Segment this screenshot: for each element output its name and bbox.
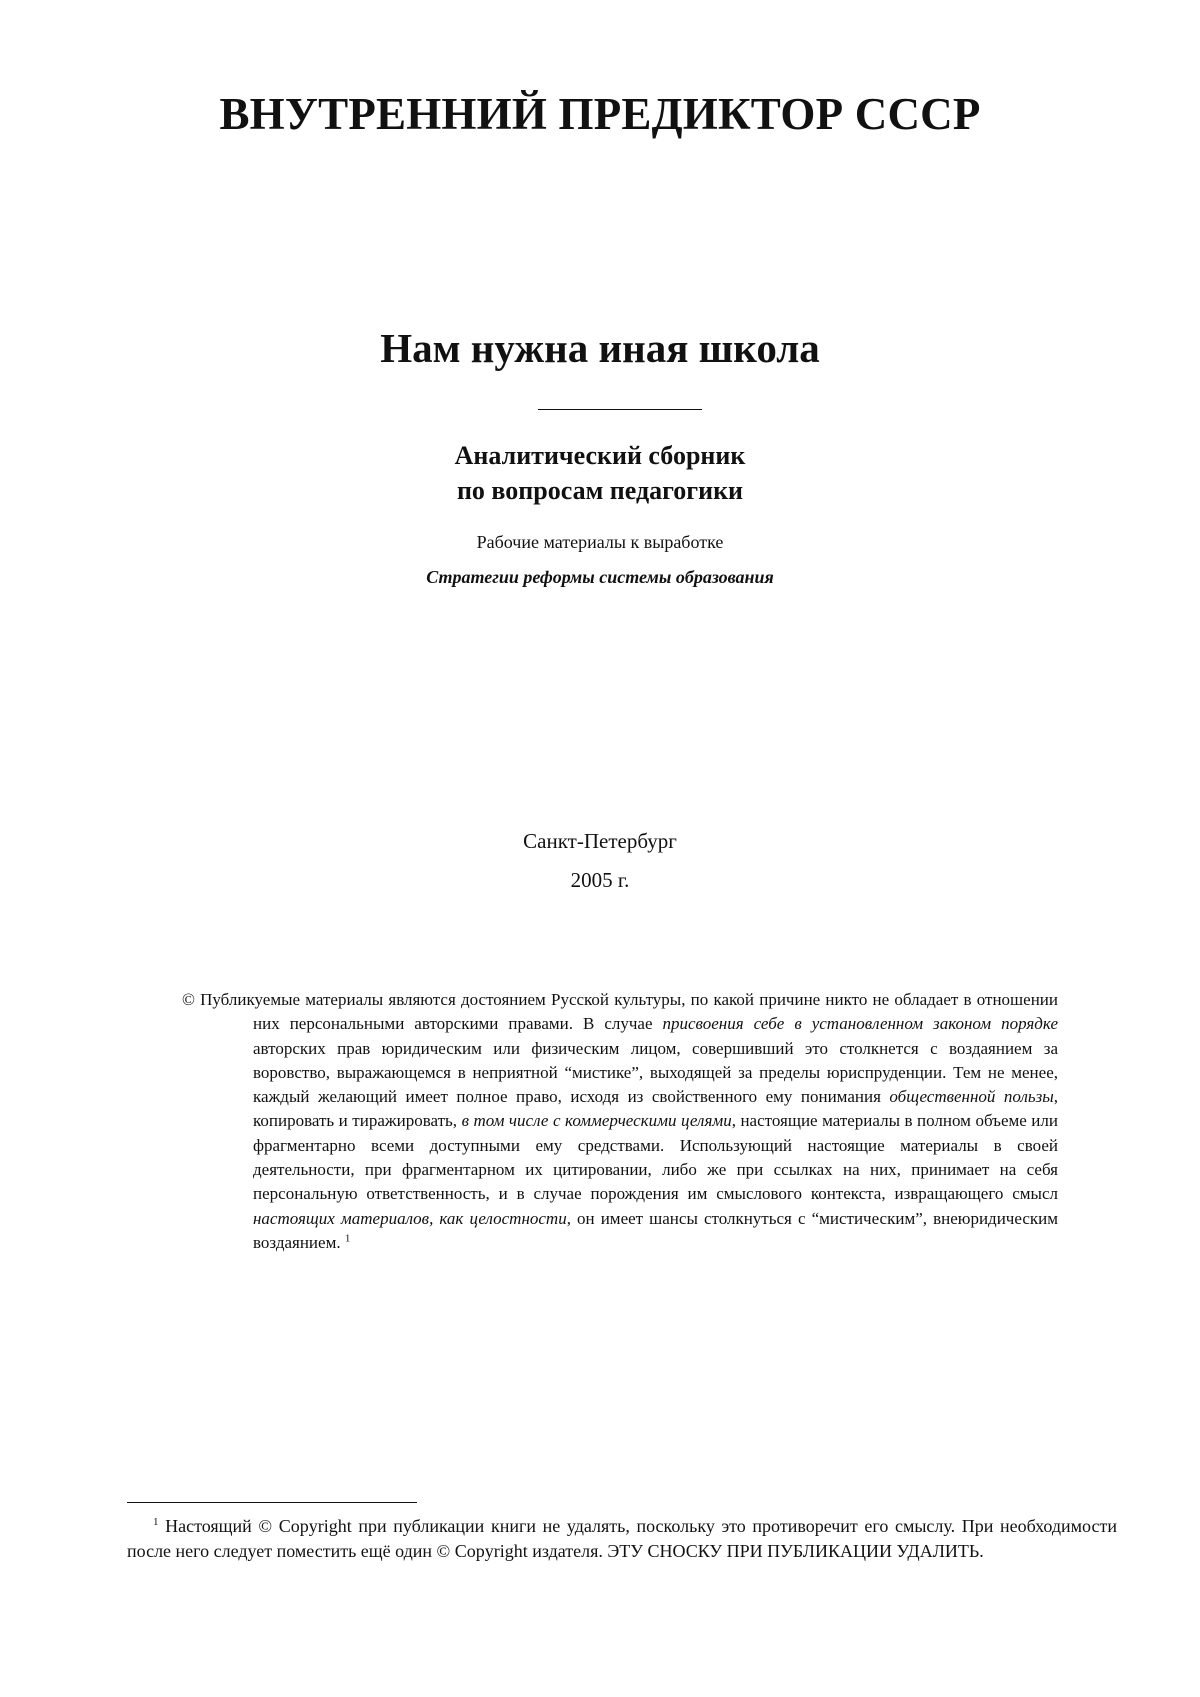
imprint-city: Санкт-Петербург — [523, 829, 677, 853]
copyright-text-2: авторских прав юридическим или физическим лицом, совершивший это столкнется с воздаянием за воровство, выражающемся в неприятной “мистике”, выходящей за пределы юриспруденции. Тем не менее, каждый желающий имеет полное право, исходя из свойственного ему понимания — [253, 1038, 1058, 1107]
book-title: Нам нужна иная школа — [380, 325, 820, 371]
copyright-text-4: , настоящие материалы в полном объеме или фрагментарно всеми доступными ему средствами. Использующий настоящие материалы в своей деятельности, при фрагментарном их цитировании, либо же при ссылках на них, принимает на себя персональную ответственность, и в случае порождения им смыслового контекста, извращающего смысл — [253, 1111, 1058, 1204]
subtitle-line-1: Аналитический сборник — [454, 441, 746, 470]
copyright-italic-1: присвоения себе в установленном законом порядке — [662, 1014, 1058, 1034]
imprint-year: 2005 г. — [570, 868, 630, 892]
footnote-text: Настоящий © Copyright при публикации книги не удалять, поскольку это противоречит его смыслу. При необходимости после него следует поместить ещё один © Copyright издателя. ЭТУ СНОСКУ ПРИ ПУБЛИКАЦИИ УДАЛИТЬ. — [127, 1516, 1117, 1561]
copyright-text-5: , он имеет шансы столкнуться с “мистическим”, внеюридическим воздаянием. — [253, 1208, 1058, 1252]
working-materials-line: Рабочие материалы к выработке — [476, 532, 724, 552]
footnote — [127, 1514, 1117, 1564]
strategy-line: Стратегии реформы системы образования — [426, 567, 774, 587]
title-divider — [538, 409, 702, 410]
subtitle — [0, 438, 1200, 508]
author-heading: ВНУТРЕННИЙ ПРЕДИКТОР СССР — [219, 89, 981, 139]
copyright-text-3: , копировать и тиражировать, — [253, 1087, 1058, 1131]
copyright-text-1: © Публикуемые материалы являются достоянием Русской культуры, по какой причине никто не обладает в отношении них персональными авторскими правами. В случае — [182, 990, 1058, 1034]
copyright-italic-3: в том числе с коммерческими целями — [461, 1111, 732, 1131]
copyright-italic-4: настоящих материалов, как целостности — [253, 1208, 567, 1228]
footnote-divider — [127, 1502, 417, 1503]
footnote-reference: 1 — [344, 1232, 351, 1245]
copyright-italic-2: общественной пользы — [889, 1087, 1054, 1107]
copyright-notice — [182, 988, 1058, 1255]
footnote-number: 1 — [153, 1516, 159, 1528]
subtitle-line-2: по вопросам педагогики — [456, 476, 744, 505]
